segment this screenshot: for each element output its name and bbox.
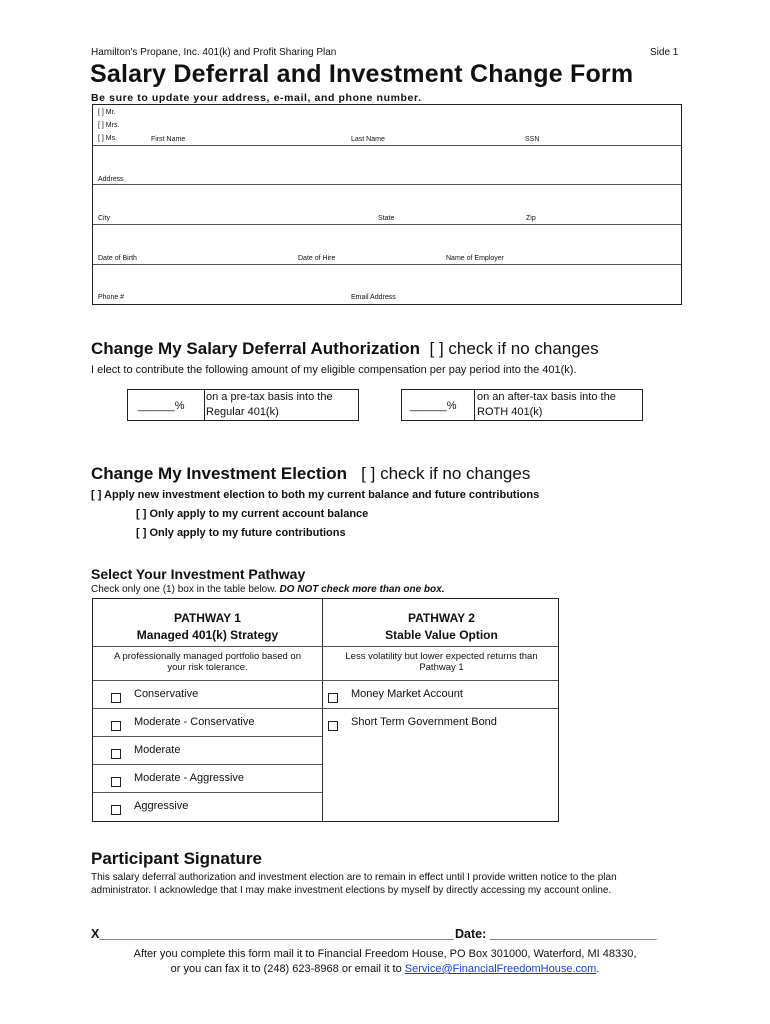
checkbox-icon[interactable] xyxy=(111,693,121,703)
box-divider xyxy=(474,390,475,420)
p2-desc2: Pathway 1 xyxy=(419,662,464,673)
row-divider xyxy=(93,646,558,647)
opt-current-balance[interactable]: [ ] Only apply to my current account balance xyxy=(136,508,369,520)
p2-option-money-market[interactable] xyxy=(328,690,338,708)
date-line[interactable]: Date: ________________________ xyxy=(455,927,657,941)
p1-option-aggressive[interactable] xyxy=(111,802,121,820)
investment-no-change[interactable]: [ ] check if no changes xyxy=(361,464,531,483)
p1-option-label: Moderate xyxy=(134,744,181,756)
personal-info-box xyxy=(92,104,682,305)
instruction-emphasis: DO NOT check more than one box. xyxy=(279,584,445,595)
footer-fax-text: or you can fax it to (248) 623-8968 or email it to xyxy=(170,963,405,975)
ssn-label: SSN xyxy=(525,136,540,143)
p1-option-moderate[interactable] xyxy=(111,746,121,764)
roth-percent[interactable]: ______% xyxy=(410,400,457,412)
p1-option-moderate-aggressive[interactable] xyxy=(111,774,121,792)
p1-desc2: your risk tolerance. xyxy=(167,662,248,673)
row-divider xyxy=(93,708,558,709)
last-name-label: Last Name xyxy=(351,136,385,143)
deferral-heading-text: Change My Salary Deferral Authorization xyxy=(91,339,421,358)
p2-name: Stable Value Option xyxy=(385,628,498,642)
checkbox-icon[interactable] xyxy=(328,693,338,703)
p2-option-short-term-bond[interactable] xyxy=(328,718,338,736)
checkbox-icon[interactable] xyxy=(328,721,338,731)
email-label: Email Address xyxy=(351,294,396,301)
row-divider xyxy=(93,184,681,185)
p1-title: PATHWAY 1 xyxy=(174,611,241,625)
first-name-label: First Name xyxy=(151,136,186,143)
checkbox-icon[interactable] xyxy=(111,777,121,787)
opt-future-contributions[interactable]: [ ] Only apply to my future contributions xyxy=(136,527,346,539)
row-divider xyxy=(93,764,322,765)
signature-line[interactable]: X___________________________________________________ xyxy=(91,927,454,941)
checkbox-icon[interactable] xyxy=(111,721,121,731)
opt-apply-both[interactable]: [ ] Apply new investment election to both my current balance and future contributions xyxy=(91,489,540,501)
row-divider xyxy=(93,792,322,793)
p2-title: PATHWAY 2 xyxy=(408,611,475,625)
investment-heading-text: Change My Investment Election xyxy=(91,464,347,483)
deferral-heading xyxy=(91,339,599,359)
pathway-instruction xyxy=(91,584,444,595)
zip-label: Zip xyxy=(526,215,536,222)
p1-option-label: Aggressive xyxy=(134,800,189,812)
footer-period: . xyxy=(596,963,600,975)
checkbox-icon[interactable] xyxy=(111,805,121,815)
p1-option-label: Moderate - Conservative xyxy=(134,716,255,728)
dob-label: Date of Birth xyxy=(98,255,137,262)
salutation-ms[interactable]: [ ] Ms. xyxy=(98,135,118,142)
row-divider xyxy=(93,736,322,737)
signature-text-1: This salary deferral authorization and investment election are to remain in effect until I provide written notice to the plan xyxy=(91,872,617,883)
salutation-mr[interactable]: [ ] Mr. xyxy=(98,109,116,116)
side-label: Side 1 xyxy=(650,47,679,58)
phone-label: Phone # xyxy=(98,294,125,301)
p2-option-label: Short Term Government Bond xyxy=(351,716,497,728)
p1-option-moderate-conservative[interactable] xyxy=(111,718,121,736)
instruction-plain: Check only one (1) box in the table below. xyxy=(91,584,277,595)
roth-box[interactable] xyxy=(401,389,643,421)
row-divider xyxy=(93,264,681,265)
p1-option-label: Moderate - Aggressive xyxy=(134,772,245,784)
employer-label: Name of Employer xyxy=(446,255,504,262)
pretax-line1: on a pre-tax basis into the xyxy=(206,391,333,403)
city-label: City xyxy=(98,215,111,222)
pretax-box[interactable] xyxy=(127,389,359,421)
box-divider xyxy=(204,390,205,420)
pretax-percent[interactable]: ______% xyxy=(138,400,185,412)
p1-option-label: Conservative xyxy=(134,688,199,700)
pathway-table xyxy=(92,598,559,822)
p1-option-conservative[interactable] xyxy=(111,690,121,708)
row-divider xyxy=(93,680,558,681)
roth-line2: ROTH 401(k) xyxy=(477,406,543,418)
form-title: Salary Deferral and Investment Change Form xyxy=(90,60,634,88)
pretax-line2: Regular 401(k) xyxy=(206,406,279,418)
footer-email-link[interactable]: Service@FinancialFreedomHouse.com xyxy=(404,963,597,975)
investment-heading xyxy=(91,464,530,484)
checkbox-icon[interactable] xyxy=(111,749,121,759)
salutation-mrs[interactable]: [ ] Mrs. xyxy=(98,122,120,129)
row-divider xyxy=(93,145,681,146)
plan-name: Hamilton's Propane, Inc. 401(k) and Profit Sharing Plan xyxy=(91,47,337,58)
roth-line1: on an after-tax basis into the xyxy=(477,391,616,403)
p2-option-label: Money Market Account xyxy=(351,688,463,700)
doh-label: Date of Hire xyxy=(298,255,336,262)
signature-text-2: administrator. I acknowledge that I may make investment elections by myself by directly accessing my account online. xyxy=(91,885,612,896)
pathway-heading: Select Your Investment Pathway xyxy=(91,566,306,582)
deferral-intro: I elect to contribute the following amount of my eligible compensation per pay period into the 401(k). xyxy=(91,364,577,376)
row-divider xyxy=(93,224,681,225)
form-subtitle: Be sure to update your address, e-mail, and phone number. xyxy=(91,92,422,104)
p1-desc1: A professionally managed portfolio based on xyxy=(114,651,301,662)
p1-name: Managed 401(k) Strategy xyxy=(136,628,279,642)
state-label: State xyxy=(378,215,395,222)
footer-line-2 xyxy=(0,963,770,975)
address-label: Address xyxy=(98,176,124,183)
footer-line-1: After you complete this form mail it to Financial Freedom House, PO Box 301000, Waterford, MI 48330, xyxy=(133,948,637,960)
deferral-no-change[interactable]: [ ] check if no changes xyxy=(429,339,599,358)
signature-heading: Participant Signature xyxy=(91,849,262,868)
p2-desc1: Less volatility but lower expected returns than xyxy=(345,651,538,662)
